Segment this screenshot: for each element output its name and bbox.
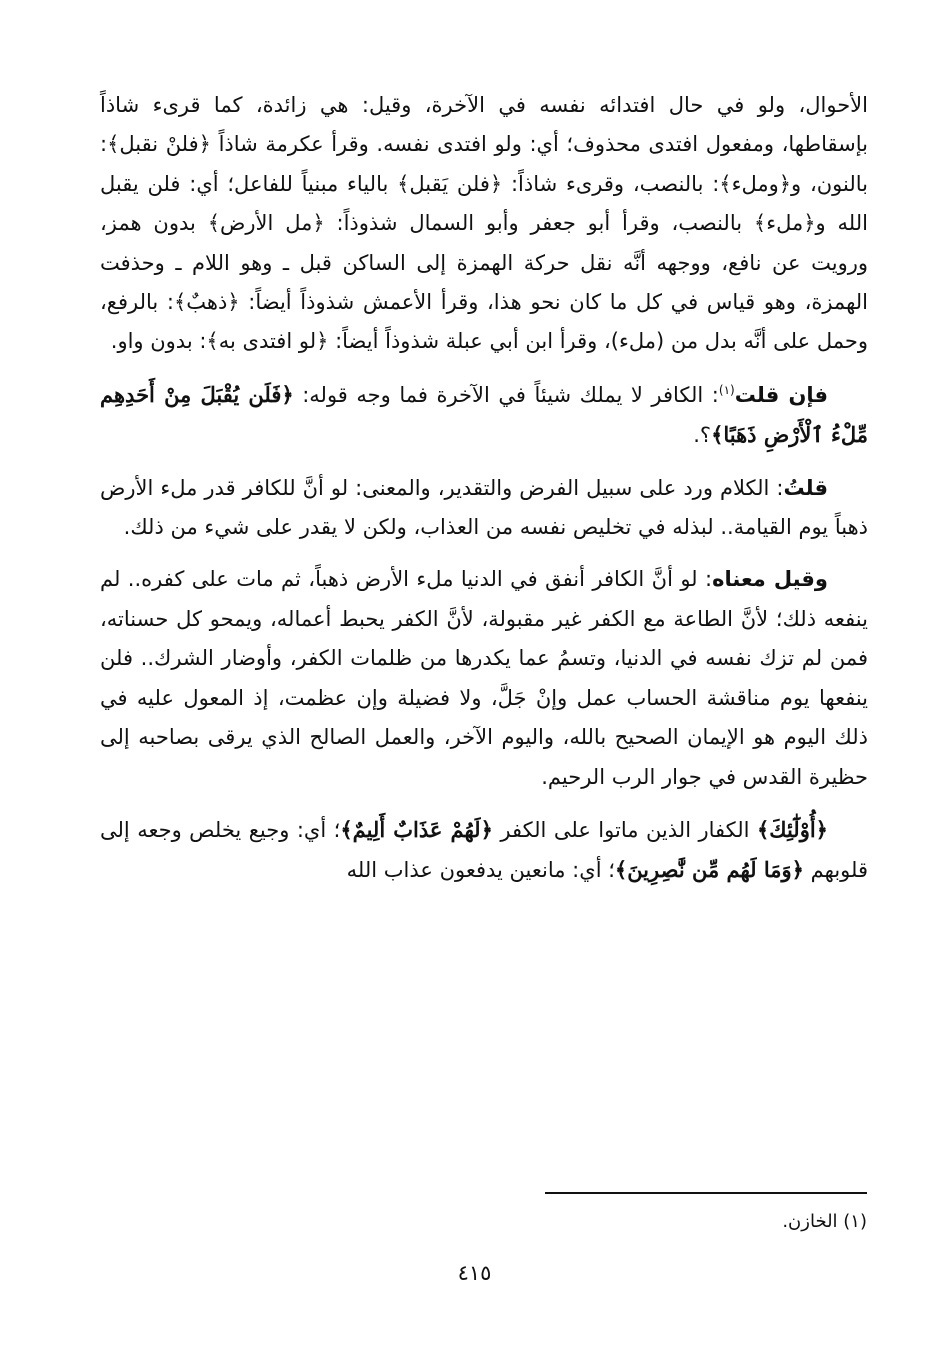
paragraph-text: : الكلام ورد على سبيل الفرض والتقدير، والمعنى: لو أنَّ للكافر قدر ملء الأرض ذهباً يوم القيامة.. لبذله في تخليص نفسه من العذاب، ولكن لا يقدر على شيء من ذلك. (100, 475, 868, 540)
paragraph-answer (100, 469, 868, 548)
paragraph-text-3: ؛ أي: مانعين يدفعون عذاب الله (346, 858, 615, 883)
paragraph-text: الكفار الذين ماتوا على الكفر (492, 817, 757, 842)
paragraph-text: الأحوال، ولو في حال افتدائه نفسه في الآخرة، وقيل: هي زائدة، كما قرىء شاذاً بإسقاطها، ومفعول افتدى محذوف؛ أي: ولو افتدى نفسه. وقرأ عكرمة شاذاً ﴿فلنْ نقبل﴾: بالنون، و﴿وملء﴾: بالنصب، وقرىء شاذاً: ﴿فلن يَقبل﴾ بالياء مبنياً للفاعل؛ أي: فلن يقبل الله و﴿ملء﴾ بالنصب، وقرأ أبو جعفر وأبو السمال شذوذاً: ﴿مل الأرض﴾ بدون همز، ورويت عن نافع، ووجهه أنَّه نقل حركة الهمزة إلى الساكن قبل ـ وهو اللام ـ وحذفت الهمزة، وهو قياس في كل ما كان نحو هذا، وقرأ الأعمش شذوذاً أيضاً: ﴿ذهبٌ﴾: بالرفع، وحمل على أنَّه بدل من (ملء)، وقرأ ابن أبي عبلة شذوذاً أيضاً: ﴿لو افتدى به﴾: بدون واو. (100, 93, 868, 354)
quran-verse-2: ﴿وَمَا لَهُم مِّن نَّٰصِرِينَ﴾ (614, 857, 804, 883)
quran-verse: ﴿لَهُمْ عَذَابٌ أَلِيمٌ﴾ (340, 816, 493, 842)
paragraph-those (100, 810, 868, 891)
footnote-ref[interactable]: (١) (718, 382, 735, 397)
paragraph-text-2: ؛ أي: وجيع يخلص وجعه إلى قلوبهم (100, 817, 868, 883)
paragraph-text: : الكافر لا يملك شيئاً في الآخرة فما وجه قوله: (293, 382, 719, 407)
question-lead: فإن قلت (734, 382, 828, 407)
paragraph-tail: ؟. (693, 423, 712, 448)
quran-verse-lead: ﴿أُوْلَٰٓئِكَ﴾ (756, 816, 828, 842)
paragraph-text: : لو أنَّ الكافر أنفق في الدنيا ملء الأرض ذهباً، ثم مات على كفره.. لم ينفعه ذلك؛ لأنَّ الطاعة مع الكفر غير مقبولة، لأنَّ الكفر يحبط أعماله، ويمحو كل حسناته، فمن لم تزك نفسه في الدنيا، وتسمُ عما يكدرها من ظلمات الكفر، وأوضار الشرك.. فلن ينفعها يوم مناقشة الحساب عمل وإنْ جَلَّ، ولا فضيلة وإن عظمت، إذ المعول عليه في ذلك اليوم هو الإيمان الصحيح بالله، واليوم الآخر، والعمل الصالح الذي يرقى بصاحبه إلى حظيرة القدس في جوار الرب الرحيم. (100, 567, 868, 789)
footnote: (١) الخازن. (782, 1211, 867, 1232)
paragraph-question (100, 375, 868, 456)
page-number: ٤١٥ (457, 1261, 492, 1285)
footnote-divider (545, 1192, 867, 1194)
paragraph-readings (100, 86, 868, 362)
paragraph-meaning (100, 560, 868, 796)
meaning-lead: وقيل معناه (712, 567, 828, 592)
main-text (100, 86, 868, 904)
quran-verse: ﴿فَلَن يُقْبَلَ مِنْ أَحَدِهِم مِّلْءُ ٱلْأَرْضِ ذَهَبًا﴾ (100, 381, 868, 448)
answer-lead: قلتُ (783, 475, 828, 500)
